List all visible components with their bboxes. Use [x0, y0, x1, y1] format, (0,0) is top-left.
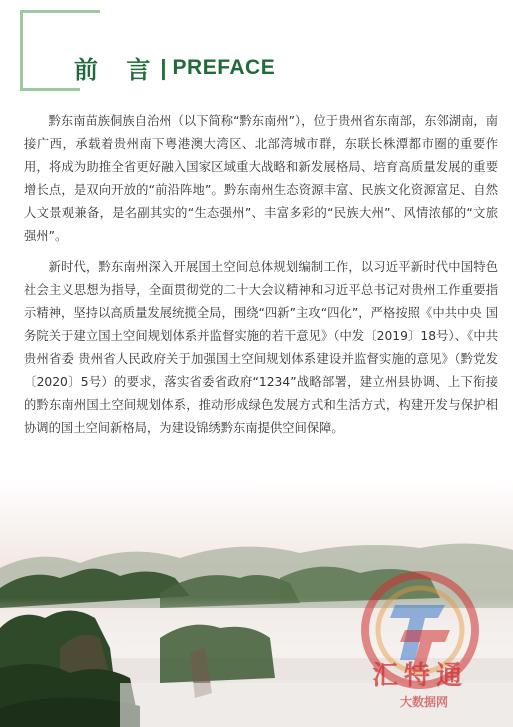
- preface-body: [24, 110, 498, 448]
- title-english: PREFACE: [172, 55, 276, 79]
- frame-corner-line: [20, 88, 80, 91]
- watermark-brand-subtitle: 大数据网: [400, 695, 449, 709]
- paragraph-2: 新时代，黔东南州深入开展国土空间总体规划编制工作，以习近平新时代中国特色社会主义思想为指导，全面贯彻党的二十大会议精神和习近平总书记对贵州工作重要指示精神，坚持以高质量发展统揽全局，围绕“四新”主攻“四化”，严格按照《中共中央 国务院关于建立国土空间规划体系并监督实施的若干意见》（中发〔2019〕18号）、《中共贵州省委 贵州省人民政府关于加强国土空间规划体系建设并监督实施的意见》（黔党发〔2020〕5号）的要求，落实省委省政府“1234”战略部署，建立州县协调、上下衔接的黔东南州国土空间规划体系，推动形成绿色发展方式和生活方式，构建开发与保护相协调的国土空间新格局，为建设锦绣黔东南提供空间保障。: [24, 260, 498, 435]
- page-title: [74, 50, 275, 85]
- title-separator: |: [160, 54, 167, 80]
- paragraph-1: 黔东南苗族侗族自治州（以下简称“黔东南州”），位于贵州省东南部，东邻湖南，南接广西，承载着贵州南下粤港澳大湾区、北部湾城市群，东联长株潭都市圈的重要作用，将成为助推全省更好融入国家区域重大战略和新发展格局、培育高质量发展的重要增长点，是双向开放的“前沿阵地”。黔东南州生态资源丰富、民族文化资源富足、自然人文景观兼备，是名副其实的“生态强州”、丰富多彩的“民族大州”、风情浓郁的“文旅强州”。: [24, 114, 498, 243]
- title-chinese: 前 言: [74, 56, 161, 84]
- watermark-brand-name: 汇特通: [372, 661, 469, 691]
